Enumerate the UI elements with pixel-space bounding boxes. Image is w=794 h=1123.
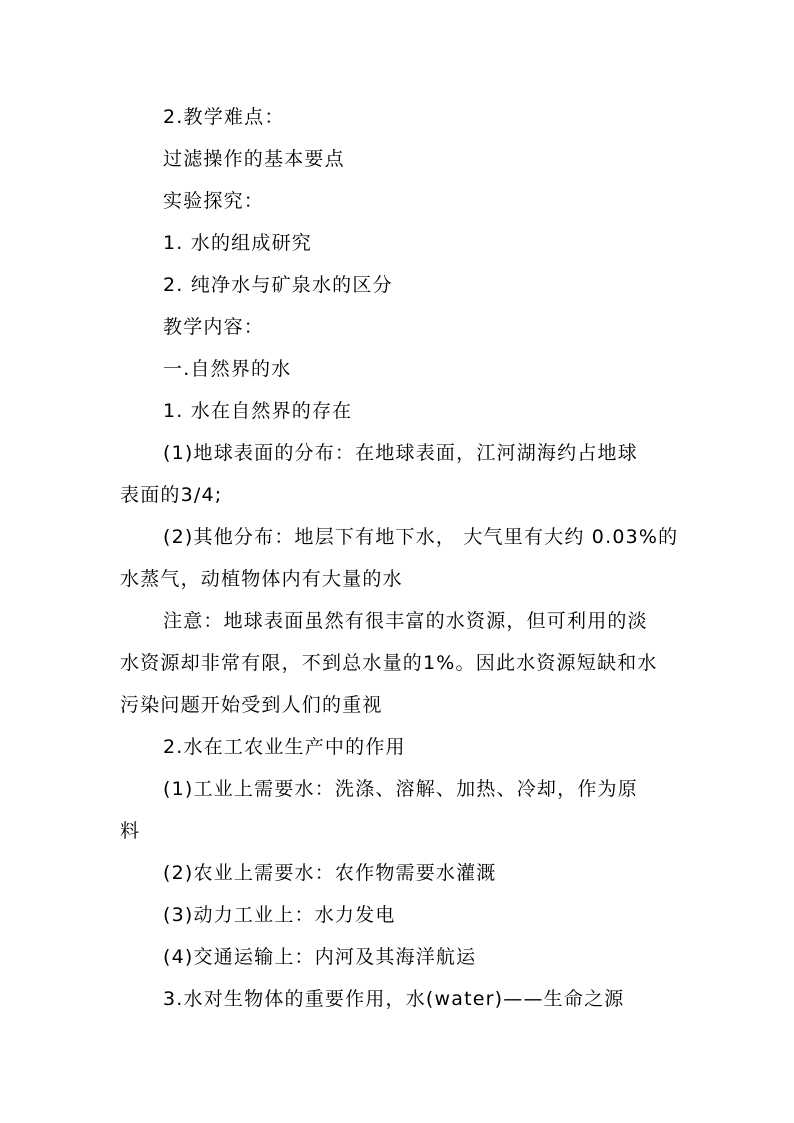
text-line: (2)农业上需要水：农作物需要水灌溉	[163, 862, 497, 884]
text-line: (1)工业上需要水：洗涤、溶解、加热、冷却，作为原	[163, 778, 638, 800]
subsection-heading: 3.水对生物体的重要作用，水(water)——生命之源	[163, 988, 625, 1010]
list-item: 1. 水的组成研究	[163, 232, 312, 254]
text-line: (1)地球表面的分布：在地球表面，江河湖海约占地球	[163, 442, 638, 464]
text-line: (2)其他分布：地层下有地下水， 大气里有大约 0.03%的	[163, 526, 679, 548]
text-line: (3)动力工业上：水力发电	[163, 904, 396, 926]
subsection-heading: 1. 水在自然界的存在	[163, 400, 353, 422]
text-line: 水蒸气，动植物体内有大量的水	[120, 568, 403, 590]
text-line: (4)交通运输上：内河及其海洋航运	[163, 946, 477, 968]
subsection-heading: 2.水在工农业生产中的作用	[163, 736, 406, 758]
note-line: 水资源却非常有限，不到总水量的1%。因此水资源短缺和水	[120, 652, 658, 674]
text-line: 过滤操作的基本要点	[163, 148, 345, 170]
heading-experiment: 实验探究：	[163, 190, 265, 212]
heading-teaching-difficulty: 2.教学难点：	[163, 106, 285, 128]
note-line: 注意：地球表面虽然有很丰富的水资源，但可利用的淡	[163, 610, 648, 632]
note-line: 污染问题开始受到人们的重视	[120, 694, 383, 716]
text-line: 表面的3/4;	[120, 484, 223, 506]
text-line: 料	[120, 820, 141, 842]
section-heading: 一.自然界的水	[163, 358, 292, 380]
heading-teaching-content: 教学内容：	[163, 316, 265, 338]
list-item: 2. 纯净水与矿泉水的区分	[163, 274, 393, 296]
